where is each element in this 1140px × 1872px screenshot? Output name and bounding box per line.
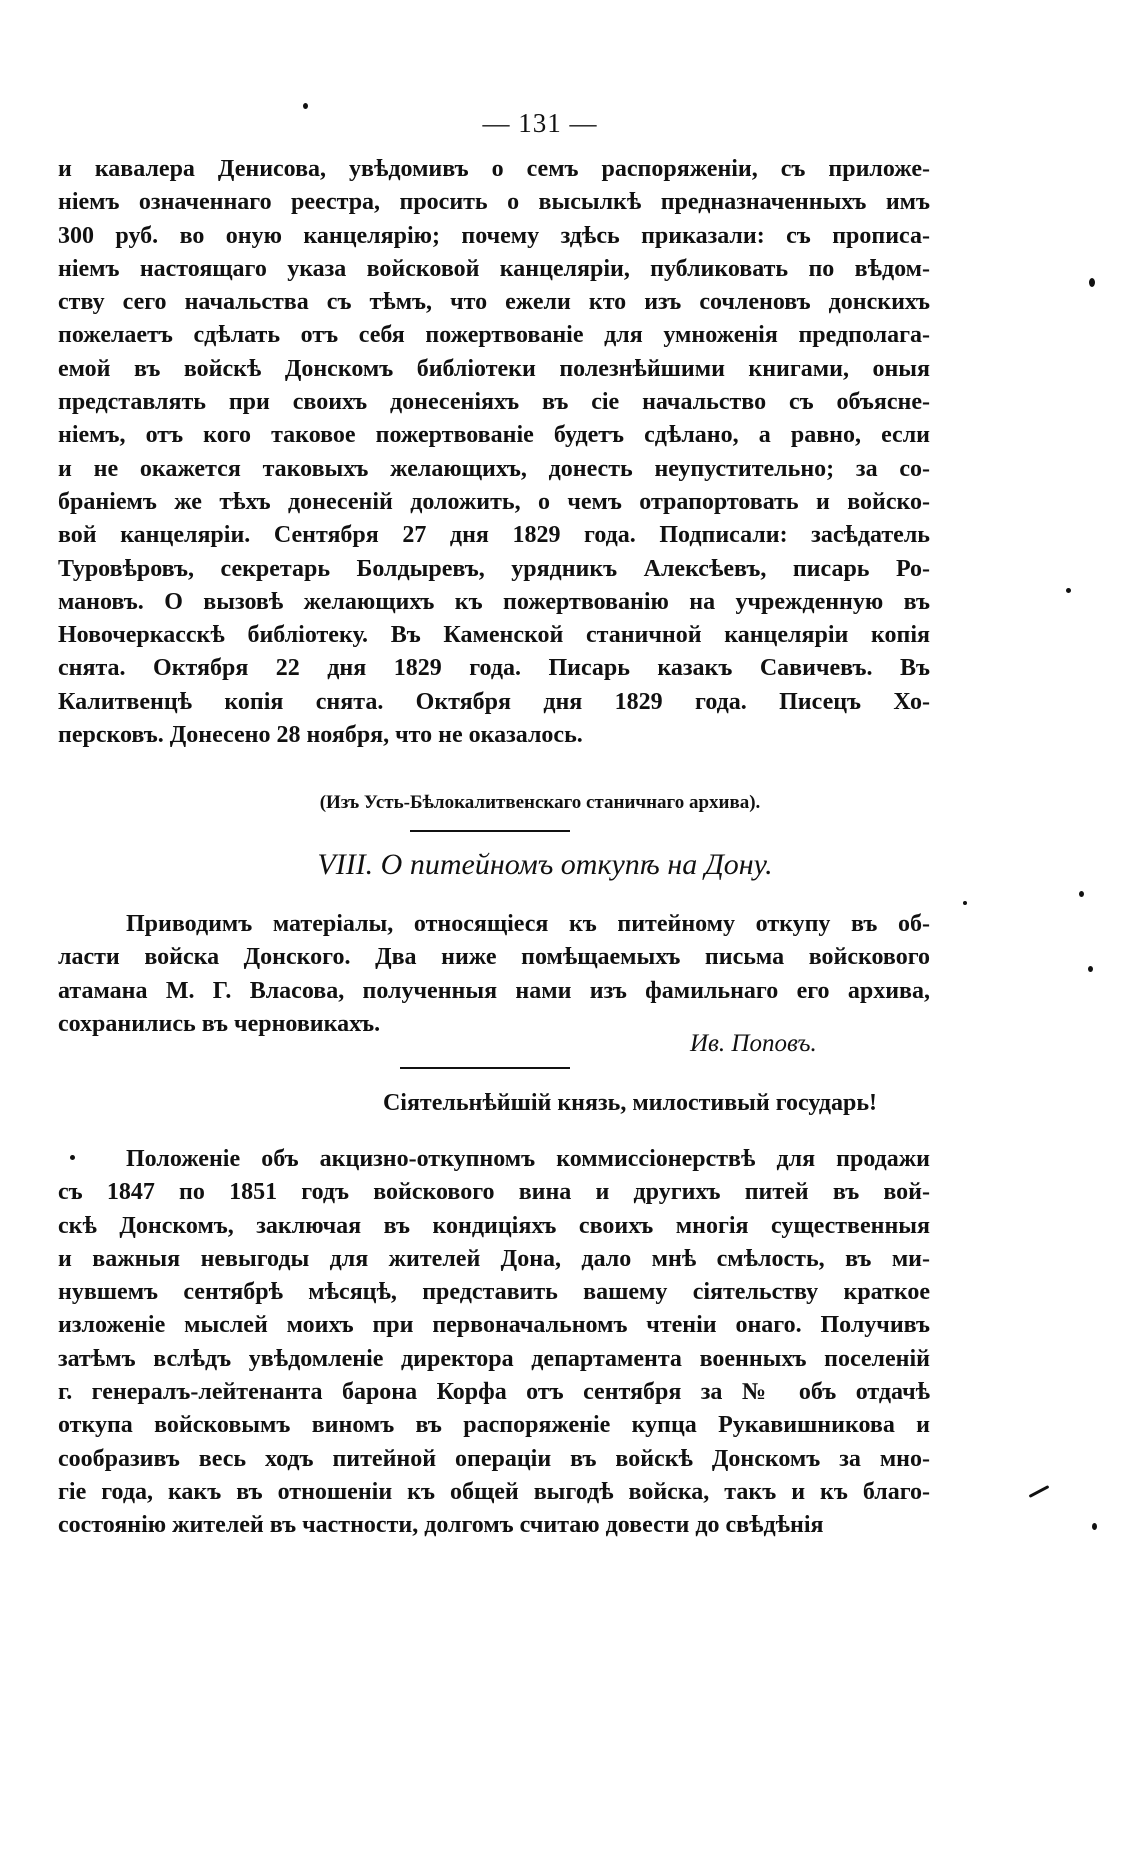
divider-rule [410,830,570,832]
page-number: — 131 — [482,108,598,138]
text-line: персковъ. Донесено 28 ноября, что не оказалось. [58,722,583,749]
text-line: и кавалера Денисова, увѣдомивъ о семъ распоряженiи, съ приложе- [58,156,930,182]
text-line: 300 руб. во оную канцелярiю; почему здѣсь приказали: съ прописа- [58,222,930,249]
text-line: Калитвенцѣ копiя снята. Октября дня 1829 года. Писецъ Хо- [58,688,930,715]
letter-salutation: Сiятельнѣйшiй князь, милостивый государь! [382,1090,878,1116]
text-line: нувшемъ сентябрѣ мѣсяцѣ, представить вашему сiятельству краткое [58,1279,930,1306]
text-line: бранiемъ же тѣхъ донесенiй доложить, о чемъ отрапортовать и войско- [58,488,930,515]
text-line: емой въ войскѣ Донскомъ библiотеки полезнѣйшими книгами, оныя [58,355,930,382]
text-line: сохранились въ черновикахъ. [58,1010,381,1037]
scan-speck [963,901,967,905]
text-line: нiемъ настоящаго указа войсковой канцелярiи, публиковать по вѣдом- [58,255,930,282]
scan-speck [1089,278,1095,287]
text-line: представлять при своихъ донесенiяхъ въ сiе начальство съ объясне- [58,389,930,416]
text-line: снята. Октября 22 дня 1829 года. Писарь казакъ Савичевъ. Въ [58,655,930,682]
scan-speck [303,103,308,109]
text-line: г. генералъ-лейтенанта барона Корфа отъ сентября за № объ отдачѣ [58,1379,930,1406]
scan-speck [1088,966,1093,972]
text-line: нiемъ, отъ кого таковое пожертвованiе будетъ сдѣлано, а равно, если [58,422,930,449]
text-line: Положенiе объ акцизно-откупномъ коммиссiонерствѣ для продажи [126,1146,930,1172]
text-line: ству сего начальства съ тѣмъ, что ежели кто изъ сочленовъ донскихъ [58,289,930,316]
text-line: изложенiе мыслей моихъ при первоначальномъ чтенiи онаго. Получивъ [58,1312,930,1339]
paragraph-introduction [58,908,930,1041]
text-line: Новочеркасскѣ библiотеку. Въ Каменской станичной канцелярiи копiя [58,622,930,649]
text-line: атамана М. Г. Власова, полученныя нами изъ фамильнаго его архива, [58,977,930,1004]
scan-speck [70,1155,75,1160]
text-line: затѣмъ вслѣдъ увѣдомленiе директора департамента военныхъ поселенiй [58,1345,930,1372]
text-line: мановъ. О вызовѣ желающихъ къ пожертвованiю на учрежденную въ [58,588,930,615]
section-heading: VIII. О питейномъ откупѣ на Дону. [317,848,773,881]
divider-rule-letter [400,1067,570,1069]
author-signature: Ив. Поповъ. [690,1030,817,1057]
text-line: ласти войска Донского. Два ниже помѣщаемыхъ письма войскового [58,944,930,971]
text-line: сообразивъ весь ходъ питейной операцiи въ войскѣ Донскомъ за мно- [58,1445,930,1472]
paragraph-archival-order [58,153,930,752]
text-line: Приводимъ матерiалы, относящiеся къ питейному откупу въ об- [126,911,930,937]
paragraph-letter-body [58,1143,930,1543]
text-line: гiе года, какъ въ отношенiи къ общей выгодѣ войска, такъ и къ благо- [58,1478,930,1505]
scan-speck [1092,1523,1097,1530]
text-line: откупа войсковымъ виномъ въ распоряженiе купца Рукавишникова и [58,1412,930,1439]
scan-speck [1079,891,1084,897]
text-line: Туровѣровъ, секретарь Болдыревъ, урядникъ Алексѣевъ, писарь Ро- [58,555,930,582]
scan-speck [1029,1485,1050,1498]
scan-speck [1066,588,1071,593]
text-line: и важныя невыгоды для жителей Дона, дало мнѣ смѣлость, въ ми- [58,1245,930,1272]
text-line: пожелаетъ сдѣлать отъ себя пожертвованiе для умноженiя предполага- [58,322,930,349]
text-line: нiемъ означеннаго реестра, просить о высылкѣ предназначенныхъ имъ [58,189,930,216]
text-line: съ 1847 по 1851 годъ войскового вина и другихъ питей въ вой- [58,1179,930,1206]
text-line: скѣ Донскомъ, заключая въ кондицiяхъ своихъ многiя существенныя [58,1212,930,1239]
text-line: вой канцелярiи. Сентября 27 дня 1829 года. Подписали: засѣдатель [58,522,930,549]
text-line: состоянiю жителей въ частности, долгомъ считаю довести до свѣдѣнiя [58,1512,824,1539]
source-note: (Изъ Усть-Бѣлокалитвенскаго станичнаго архива). [319,792,761,813]
text-line: и не окажется таковыхъ желающихъ, донесть неупустительно; за со- [58,455,930,482]
